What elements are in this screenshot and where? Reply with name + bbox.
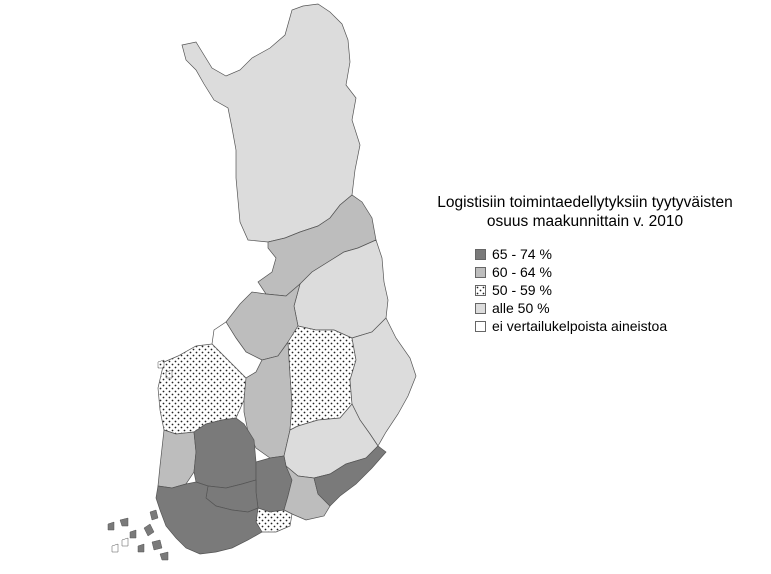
legend-label: 65 - 74 %: [492, 246, 552, 262]
region-pirkanmaa: [194, 418, 256, 488]
archipelago-islands-white: [112, 538, 128, 552]
legend-item: [475, 245, 667, 263]
legend-swatch-dark: [475, 249, 486, 260]
legend-label: 60 - 64 %: [492, 264, 552, 280]
region-satakunta: [158, 430, 196, 488]
region-lapland: [182, 4, 360, 242]
map-title: [405, 193, 765, 231]
legend-item: [475, 281, 667, 299]
legend-item: [475, 317, 667, 335]
legend-item: [475, 299, 667, 317]
legend-swatch-medium: [475, 267, 486, 278]
legend-item: [475, 263, 667, 281]
legend-label: alle 50 %: [492, 300, 550, 316]
legend-swatch-none: [475, 321, 486, 332]
archipelago-islands: [108, 510, 168, 560]
legend-label: ei vertailukelpoista aineistoa: [492, 318, 668, 334]
region-uusimaa: [256, 508, 292, 532]
map-title-line1: Logistisiin toimintaedellytyksiin tyytyväisten: [437, 194, 733, 211]
legend-swatch-dotted: [475, 285, 486, 296]
map-legend: [475, 245, 667, 335]
map-title-line2: osuus maakunnittain v. 2010: [486, 213, 684, 230]
legend-label: 50 - 59 %: [492, 282, 552, 298]
legend-swatch-light: [475, 303, 486, 314]
